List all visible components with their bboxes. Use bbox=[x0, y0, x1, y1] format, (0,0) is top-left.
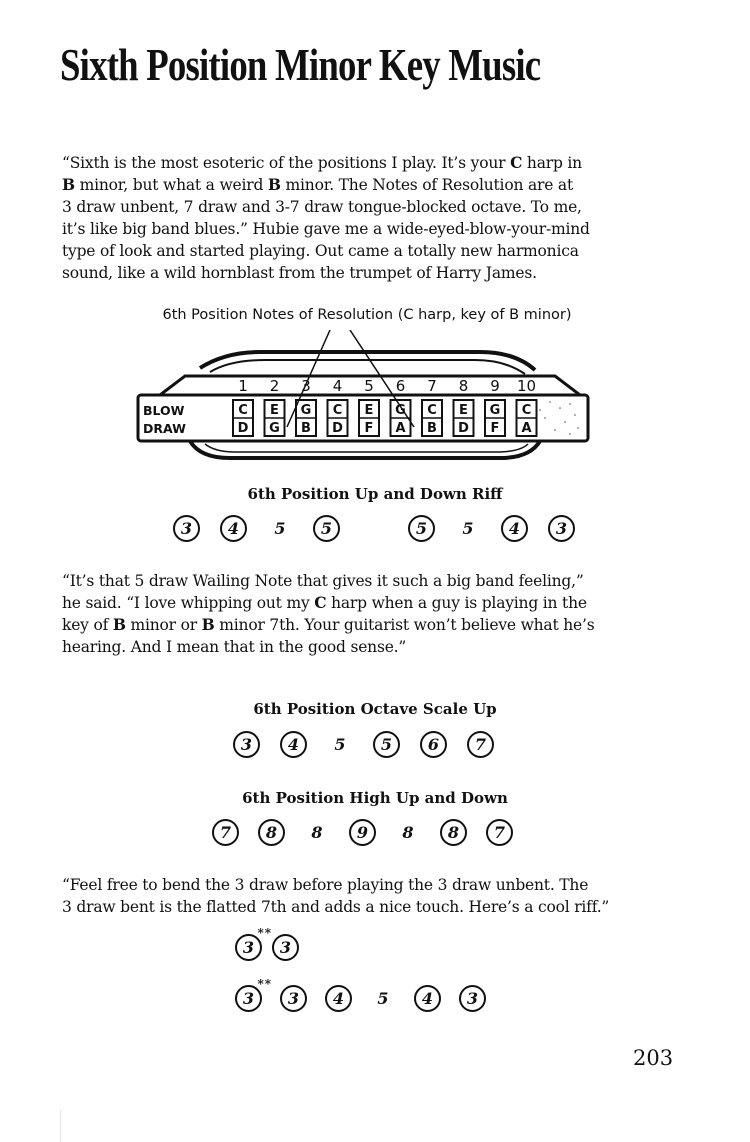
tab-note-number: 3 bbox=[287, 989, 300, 1008]
text-line: 3 draw unbent, 7 draw and 3-7 draw tongue-blocked octave. To me, bbox=[62, 198, 582, 216]
tab-note-number: 3 bbox=[279, 938, 292, 957]
text-line: “It’s that 5 draw Wailing Note that gives it such a big band feeling,” bbox=[62, 572, 584, 590]
tab-note-draw bbox=[486, 819, 513, 846]
tab-note-number: 6 bbox=[427, 735, 440, 754]
tab-note-number: 5 bbox=[462, 519, 474, 538]
text-line bbox=[62, 614, 702, 636]
blow-note: E bbox=[270, 403, 279, 418]
tab-note-number: 7 bbox=[219, 823, 232, 842]
hole-number: 10 bbox=[516, 377, 537, 395]
tab-note-number: 3 bbox=[240, 735, 253, 754]
text-line bbox=[62, 152, 702, 174]
text-line: “Feel free to bend the 3 draw before playing the 3 draw unbent. The bbox=[62, 876, 589, 894]
draw-note: F bbox=[490, 421, 500, 436]
paragraph-bend bbox=[62, 874, 702, 918]
gutter-line bbox=[60, 1110, 61, 1142]
tab-note-draw bbox=[258, 819, 285, 846]
tab-note-draw bbox=[280, 985, 307, 1012]
paragraph-intro bbox=[62, 152, 702, 284]
text: minor 7th. Your guitarist won’t believe what he’s bbox=[214, 616, 595, 634]
tab-note-draw bbox=[373, 731, 400, 758]
tab-note-number: 3 bbox=[466, 989, 479, 1008]
text: key of bbox=[62, 616, 113, 634]
tab-note-number: 3 bbox=[242, 938, 255, 957]
blow-note: E bbox=[459, 403, 468, 418]
tab-note-draw bbox=[467, 731, 494, 758]
tab-note-blow bbox=[327, 732, 353, 758]
text-line bbox=[62, 174, 702, 196]
bold-key: C bbox=[510, 153, 523, 172]
tab-note-draw bbox=[440, 819, 467, 846]
draw-note: F bbox=[364, 421, 374, 436]
text-line: type of look and started playing. Out came a totally new harmonica bbox=[62, 242, 579, 260]
page-title: Sixth Position Minor Key Music bbox=[60, 39, 541, 90]
text: minor or bbox=[125, 616, 202, 634]
riff-title: 6th Position Up and Down Riff bbox=[247, 485, 503, 503]
tab-note-blow bbox=[267, 516, 293, 542]
octave-scale-notes bbox=[233, 731, 494, 758]
tab-note-draw bbox=[420, 731, 447, 758]
draw-label: DRAW bbox=[143, 421, 186, 436]
high-up-down-title: 6th Position High Up and Down bbox=[242, 789, 508, 807]
text: harp when a guy is playing in the bbox=[326, 594, 587, 612]
text-line: 3 draw bent is the flatted 7th and adds a nice touch. Here’s a cool riff.” bbox=[62, 898, 610, 916]
tab-note-draw bbox=[272, 934, 299, 961]
bold-key: B bbox=[267, 175, 281, 194]
draw-note: D bbox=[237, 421, 249, 436]
tab-note-number: 5 bbox=[334, 735, 346, 754]
tab-note-number: 5 bbox=[415, 519, 428, 538]
text: minor. The Notes of Resolution are at bbox=[280, 176, 573, 194]
text: “Sixth is the most esoteric of the positions I play. It’s your bbox=[62, 154, 511, 172]
tab-note-blow bbox=[370, 986, 396, 1012]
tab-note-number: 8 bbox=[265, 823, 278, 842]
tab-note-number: 4 bbox=[287, 735, 300, 754]
blow-label: BLOW bbox=[143, 403, 185, 418]
tab-note-number: 4 bbox=[421, 989, 434, 1008]
tab-note-draw bbox=[280, 731, 307, 758]
tab-note-blow bbox=[455, 516, 481, 542]
harmonica-diagram bbox=[130, 330, 610, 465]
bold-key: B bbox=[201, 615, 215, 634]
text: minor, but what a weird bbox=[74, 176, 268, 194]
text-line bbox=[62, 592, 702, 614]
bold-key: B bbox=[62, 175, 75, 194]
tab-note-number: 5 bbox=[274, 519, 286, 538]
high-up-down-notes bbox=[212, 819, 513, 846]
blow-note: G bbox=[395, 403, 406, 418]
bold-key: C bbox=[314, 593, 327, 612]
tab-note-number: 5 bbox=[380, 735, 393, 754]
text: harp in bbox=[522, 154, 582, 172]
tab-note-number: 4 bbox=[332, 989, 345, 1008]
tab-note-draw bbox=[548, 515, 575, 542]
tab-note-draw bbox=[501, 515, 528, 542]
blow-note: G bbox=[489, 403, 501, 418]
tab-note-draw bbox=[220, 515, 247, 542]
tab-note-number: 8 bbox=[402, 823, 414, 842]
page-number: 203 bbox=[633, 1046, 674, 1070]
tab-note-draw bbox=[313, 515, 340, 542]
tab-note-draw bbox=[414, 985, 441, 1012]
riff-notes bbox=[173, 515, 575, 542]
text-line: sound, like a wild hornblast from the trumpet of Harry James. bbox=[62, 264, 537, 282]
tab-note-number: 8 bbox=[447, 823, 460, 842]
tab-note-draw bbox=[173, 515, 200, 542]
blow-note: C bbox=[332, 403, 343, 418]
tab-note-blow bbox=[304, 820, 330, 846]
bold-key: B bbox=[112, 615, 126, 634]
hole-number: 7 bbox=[427, 377, 437, 395]
tab-note-blow bbox=[395, 820, 421, 846]
hole-number: 3 bbox=[301, 377, 311, 395]
hole-number: 5 bbox=[364, 377, 374, 395]
tab-note-draw bbox=[459, 985, 486, 1012]
hole-number: 6 bbox=[395, 377, 406, 395]
text-line: hearing. And I mean that in the good sense.” bbox=[62, 638, 407, 656]
cool-riff-row-1 bbox=[235, 926, 299, 961]
blow-note: C bbox=[238, 403, 248, 418]
paragraph-wailing bbox=[62, 570, 702, 658]
tab-note-draw bbox=[212, 819, 239, 846]
tab-note-number: 8 bbox=[311, 823, 323, 842]
tab-note-number: 3 bbox=[180, 519, 193, 538]
tab-note-number: 3 bbox=[242, 989, 255, 1008]
draw-note: D bbox=[332, 421, 343, 436]
octave-scale-title: 6th Position Octave Scale Up bbox=[253, 700, 497, 718]
hole-number: 9 bbox=[490, 377, 500, 395]
draw-note: A bbox=[395, 421, 406, 436]
blow-note: C bbox=[427, 403, 437, 418]
tab-note-draw bbox=[349, 819, 376, 846]
tab-note-number: 4 bbox=[227, 519, 240, 538]
draw-note: B bbox=[427, 421, 437, 436]
harmonica-bottom-cover bbox=[190, 441, 540, 458]
text-line: it’s like big band blues.” Hubie gave me a wide-eyed-blow-your-mind bbox=[62, 220, 590, 238]
blow-note: G bbox=[300, 403, 312, 418]
tab-note-number: 5 bbox=[320, 519, 333, 538]
tab-note-number: 9 bbox=[356, 823, 369, 842]
draw-note: D bbox=[458, 421, 469, 436]
tab-note-draw bbox=[408, 515, 435, 542]
hole-number: 1 bbox=[238, 377, 248, 395]
text: he said. “I love whipping out my bbox=[62, 594, 315, 612]
tab-note-draw bbox=[235, 977, 272, 1012]
hole-number: 8 bbox=[458, 377, 469, 395]
draw-note: A bbox=[521, 421, 532, 436]
tab-note-draw bbox=[325, 985, 352, 1012]
bend-mark: ** bbox=[257, 977, 272, 991]
tab-note-number: 3 bbox=[555, 519, 568, 538]
tab-note-draw bbox=[235, 926, 272, 961]
hole-number: 4 bbox=[332, 377, 343, 395]
tab-note-number: 5 bbox=[377, 989, 389, 1008]
harmonica-caption: 6th Position Notes of Resolution (C harp, key of B minor) bbox=[162, 307, 572, 323]
tab-note-number: 4 bbox=[508, 519, 521, 538]
draw-note: G bbox=[269, 421, 280, 436]
tab-note-draw bbox=[233, 731, 260, 758]
draw-note: B bbox=[301, 421, 311, 436]
blow-note: E bbox=[364, 403, 374, 418]
blow-note: C bbox=[521, 403, 532, 418]
tab-note-number: 7 bbox=[474, 735, 487, 754]
tab-note-number: 7 bbox=[493, 823, 506, 842]
cool-riff-row-2 bbox=[235, 977, 486, 1012]
bend-mark: ** bbox=[257, 926, 272, 940]
hole-number: 2 bbox=[269, 377, 280, 395]
